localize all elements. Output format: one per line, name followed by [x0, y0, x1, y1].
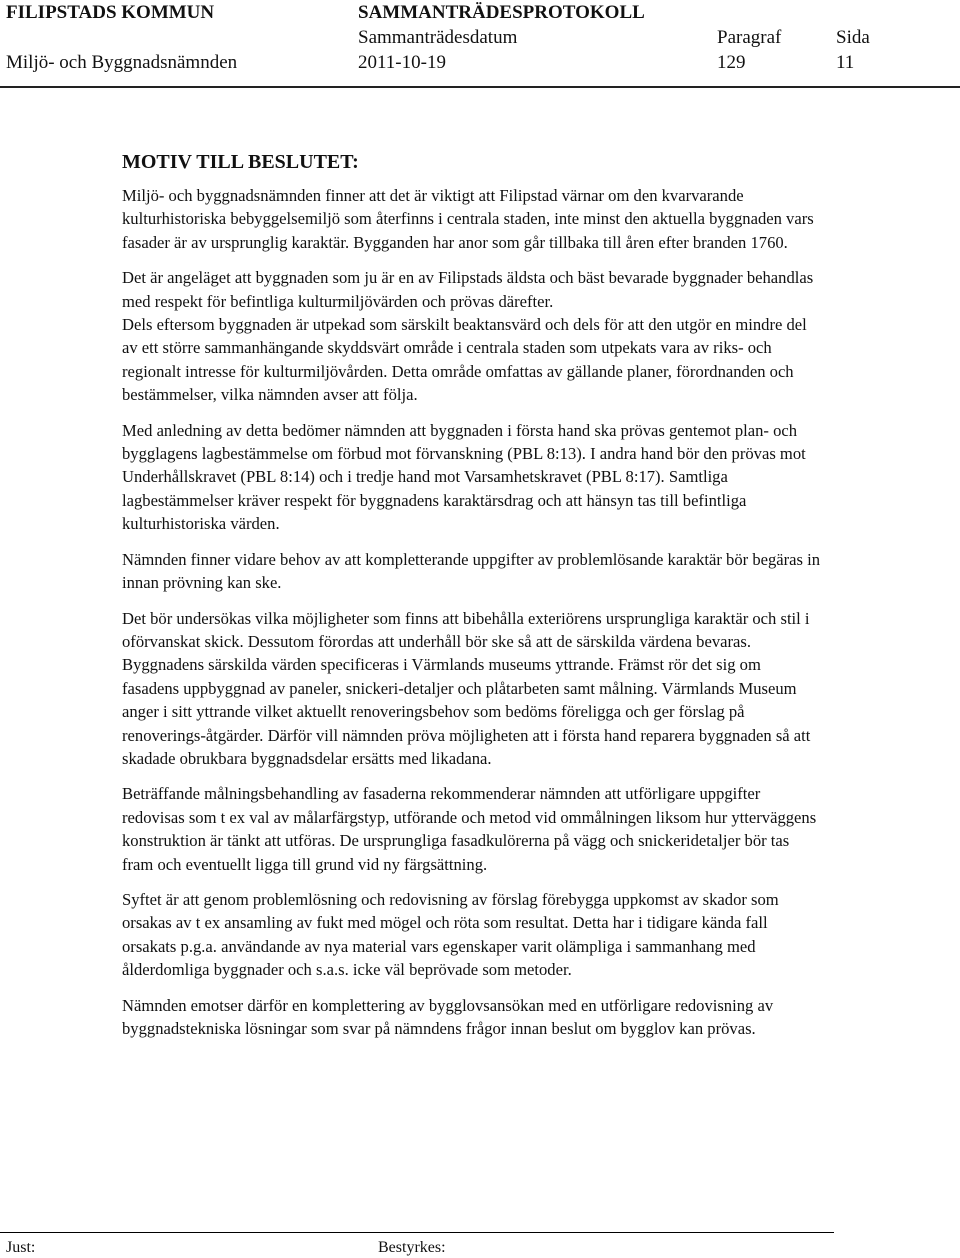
paragraph: Nämnden emotser därför en komplettering av bygglovsansökan med en utförligare redovisning av byggnadstekniska lösningar som svar på nämndens frågor innan beslut om bygglov kan prövas. [122, 995, 774, 1038]
organization-name: FILIPSTADS KOMMUN [6, 2, 215, 23]
meeting-date: 2011-10-19 [358, 52, 446, 73]
document-type: SAMMANTRÄDESPROTOKOLL [358, 2, 645, 23]
justerare-label: Just: [6, 1239, 36, 1256]
header-divider [0, 86, 960, 88]
committee-name: Miljö- och Byggnadsnämnden [6, 52, 238, 73]
footer-divider [0, 1232, 834, 1233]
paragraph: Det bör undersökas vilka möjligheter som finns att bibehålla exteriörens ursprungliga karaktär och stil i oförvanskat skick. Dessutom förordas att underhåll bör ske så att de särskilda värdena bevaras. Byggnadens särskilda värden specificeras i Värmlands museums yttrande. Främst rör det sig om fasadens uppbyggnad av paneler, snickeri-detaljer och plåtarbeten samt målning. Värmlands Museum anger i sitt yttrande vilket aktuellt renoveringsbehov som bedöms föreligga och ger förslag på renoverings-åtgärder. Därför vill nämnden pröva möjligheten att i första hand reparera byggnaden så att skadade obrukbara byggnadsdelar ersätts med likadana. [122, 608, 811, 768]
page-number: 11 [836, 52, 855, 73]
paragraph-label: Paragraf [717, 27, 782, 48]
bestyrkes-label: Bestyrkes: [378, 1239, 446, 1256]
paragraph: Miljö- och byggnadsnämnden finner att det är viktigt att Filipstad värnar om den kvarvarande kulturhistoriska bebyggelsemiljö som återfinns i centrala staden, inte minst den aktuella byggnaden vars fasader är av ursprunglig karaktär. Bygganden har anor som går tillbaka till åren efter branden 1760. [122, 186, 814, 252]
paragraph-number: 129 [717, 52, 746, 73]
paragraph: Det är angeläget att byggnaden som ju är en av Filipstads äldsta och bäst bevarade byggnader behandlas med respekt för befintliga kulturmiljövärden och prövas därefter. [122, 268, 814, 311]
document-body [122, 150, 822, 1052]
paragraph: Nämnden finner vidare behov av att kompletterande uppgifter av problemlösande karaktär bör begäras in innan prövning kan ske. [122, 549, 821, 593]
paragraph: Dels eftersom byggnaden är utpekad som särskilt beaktansvärd och dels för att den utgör en mindre del av ett större sammanhängande skyddsvärt område i centrala staden som utpekats vara av riks- och regionalt intresse för kulturmiljövården. Detta område omfattas av gällande planer, förordnanden och bestämmelser, vilka nämnden avser att följa. [122, 315, 807, 405]
paragraph: Beträffande målningsbehandling av fasaderna rekommenderar nämnden att utförligare uppgifter redovisas som t ex val av målarfärgstyp, utförande och metod vid ommålningen liksom hur ytterväggens konstruktion är tänkt att utföras. De ursprungliga fasadkulörerna på vägg och snickeridetaljer bör tas fram och eventuellt ligga till grund vid ny färgsättning. [122, 784, 817, 874]
page-label: Sida [836, 27, 870, 48]
date-label: Sammanträdesdatum [358, 27, 518, 48]
section-heading: MOTIV TILL BESLUTET: [122, 151, 359, 173]
paragraph: Syftet är att genom problemlösning och redovisning av förslag förebygga uppkomst av skador som orsakas av t ex ansamling av fukt med mögel och röta som resultat. Detta har i tidigare kända fall orsakats p.g.a. användande av nya material vars egenskaper varit olämpliga i sammanhang med ålderdomliga byggnader och s.a.s. icke väl beprövade som metoder. [122, 889, 779, 980]
paragraph: Med anledning av detta bedömer nämnden att byggnaden i första hand ska prövas gentemot plan- och bygglagens lagbestämmelse om förbud mot förvanskning (PBL 8:13). I andra hand bör den prövas mot Underhållskravet (PBL 8:14) och i tredje hand mot Varsamhetskravet (PBL 8:17). Samtliga lagbestämmelser kräver respekt för byggnadens karaktärsdrag och att hänsyn tas till befintliga kulturhistoriska värden. [122, 420, 806, 534]
